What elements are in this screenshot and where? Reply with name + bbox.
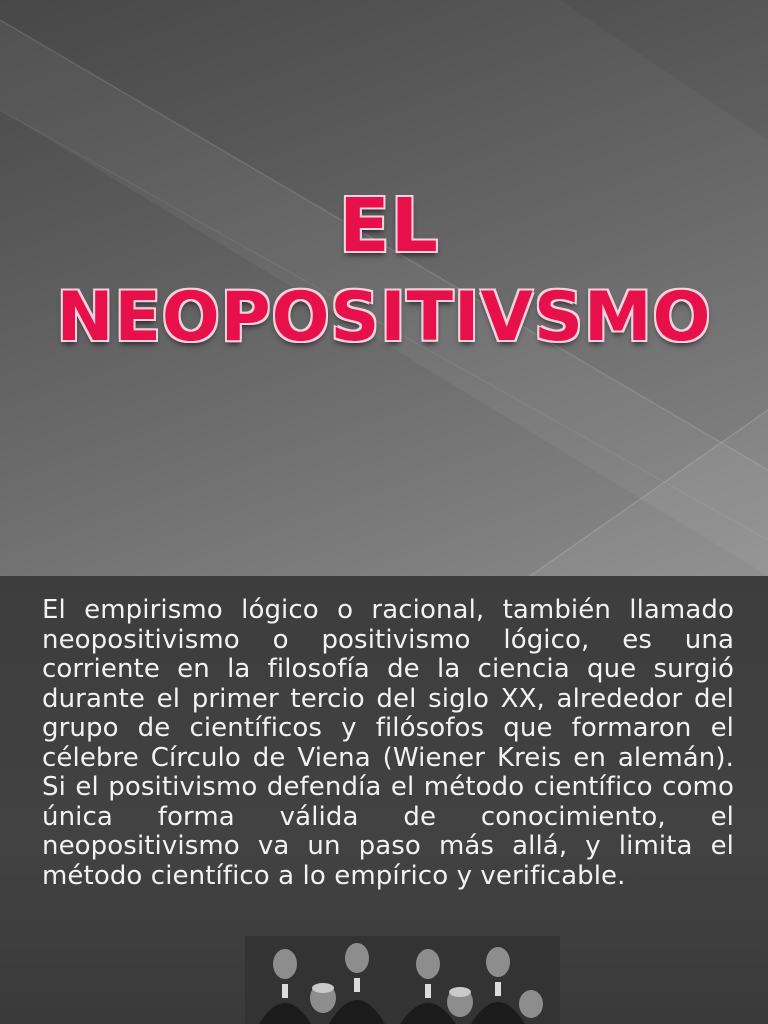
group-photo xyxy=(245,936,560,1024)
title-line-2: NEOPOSITIVSMO xyxy=(56,278,712,357)
slide-title xyxy=(0,180,768,364)
body-paragraph: El empirismo lógico o racional, también llamado neopositivismo o positivismo lógico, es una corriente en la filosofía de la ciencia que surgió durante el primer tercio del siglo XX, alrededor del grupo de científicos y filósofos que formaron el célebre Círculo de Viena (Wiener Kreis en alemán). Si el positivismo defendía el método científico como única forma válida de conocimiento, el neopositivismo va un paso más allá, y limita el método científico a lo empírico y verificable. xyxy=(42,595,734,891)
title-line-1: EL xyxy=(339,183,439,269)
